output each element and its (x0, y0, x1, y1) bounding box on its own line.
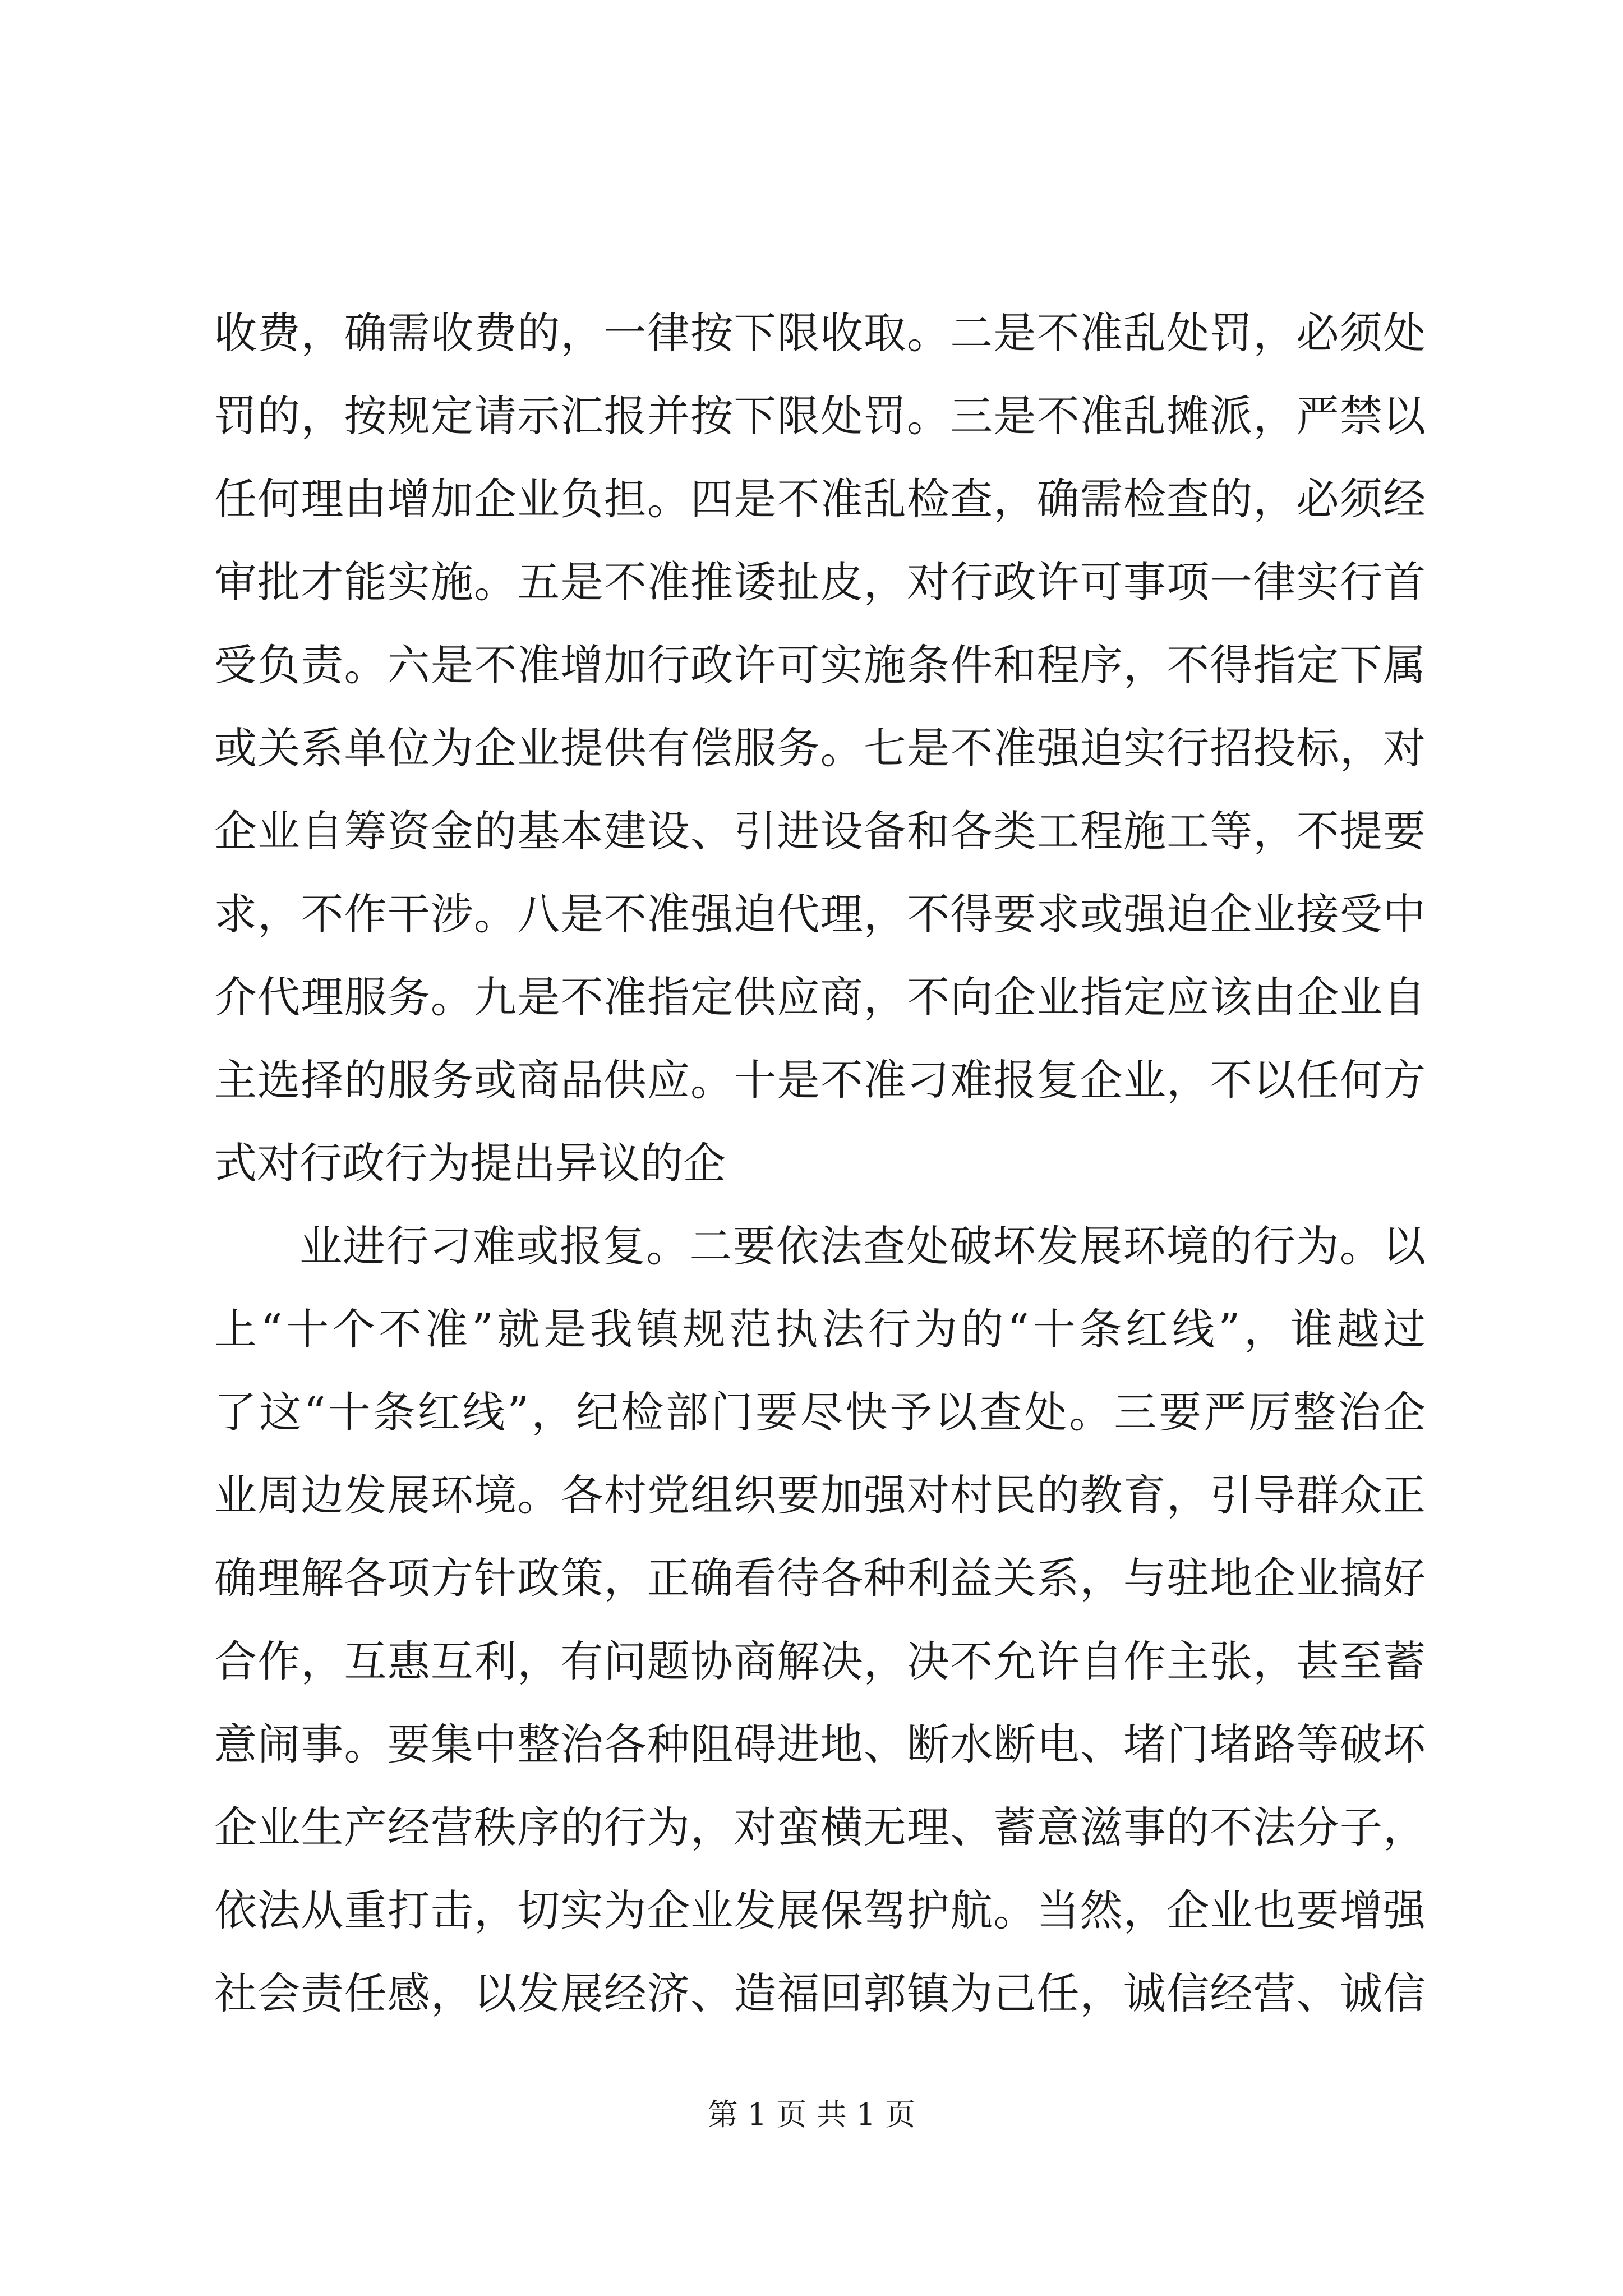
text-line: 式对行政行为提出异议的企 (214, 1138, 726, 1188)
paragraph-start-line: 业进行刁难或报复。二要依法查处破坏发展环境的行为。以 (299, 1221, 1426, 1271)
text-line: 意闹事。要集中整治各种阻碍进地、断水断电、堵门堵路等破坏 (214, 1719, 1426, 1769)
text-line: 业周边发展环境。各村党组织要加强对村民的教育，引导群众正 (214, 1470, 1426, 1520)
text-line: 收费，确需收费的，一律按下限收取。二是不准乱处罚，必须处 (214, 308, 1426, 358)
text-line: 企业自筹资金的基本建设、引进设备和各类工程施工等，不提要 (214, 806, 1426, 856)
text-line: 任何理由增加企业负担。四是不准乱检查，确需检查的，必须经 (214, 474, 1426, 524)
text-line: 罚的，按规定请示汇报并按下限处罚。三是不准乱摊派，严禁以 (214, 391, 1426, 441)
text-line: 主选择的服务或商品供应。十是不准刁难报复企业，不以任何方 (214, 1055, 1426, 1105)
document-body (214, 292, 1426, 2035)
page-footer: 第 1 页 共 1 页 (707, 2097, 916, 2132)
text-line: 社会责任感，以发展经济、造福回郭镇为己任，诚信经营、诚信 (214, 1968, 1426, 2018)
text-line: 合作，互惠互利，有问题协商解决，决不允许自作主张，甚至蓄 (214, 1636, 1426, 1686)
text-line: 求，不作干涉。八是不准强迫代理，不得要求或强迫企业接受中 (214, 889, 1426, 939)
text-line: 企业生产经营秩序的行为，对蛮横无理、蓄意滋事的不法分子， (214, 1802, 1426, 1852)
text-line: 受负责。六是不准增加行政许可实施条件和程序，不得指定下属 (214, 640, 1426, 690)
text-line: 上“十个不准”就是我镇规范执法行为的“十条红线”，谁越过 (214, 1304, 1426, 1354)
text-line: 依法从重打击，切实为企业发展保驾护航。当然，企业也要增强 (214, 1885, 1426, 1935)
text-line: 或关系单位为企业提供有偿服务。七是不准强迫实行招投标，对 (214, 723, 1426, 773)
text-line: 了这“十条红线”，纪检部门要尽快予以查处。三要严厉整治企 (214, 1387, 1426, 1437)
text-line: 介代理服务。九是不准指定供应商，不向企业指定应该由企业自 (214, 972, 1426, 1022)
text-line: 审批才能实施。五是不准推诿扯皮，对行政许可事项一律实行首 (214, 557, 1426, 607)
text-line: 确理解各项方针政策，正确看待各种利益关系，与驻地企业搞好 (214, 1553, 1426, 1603)
